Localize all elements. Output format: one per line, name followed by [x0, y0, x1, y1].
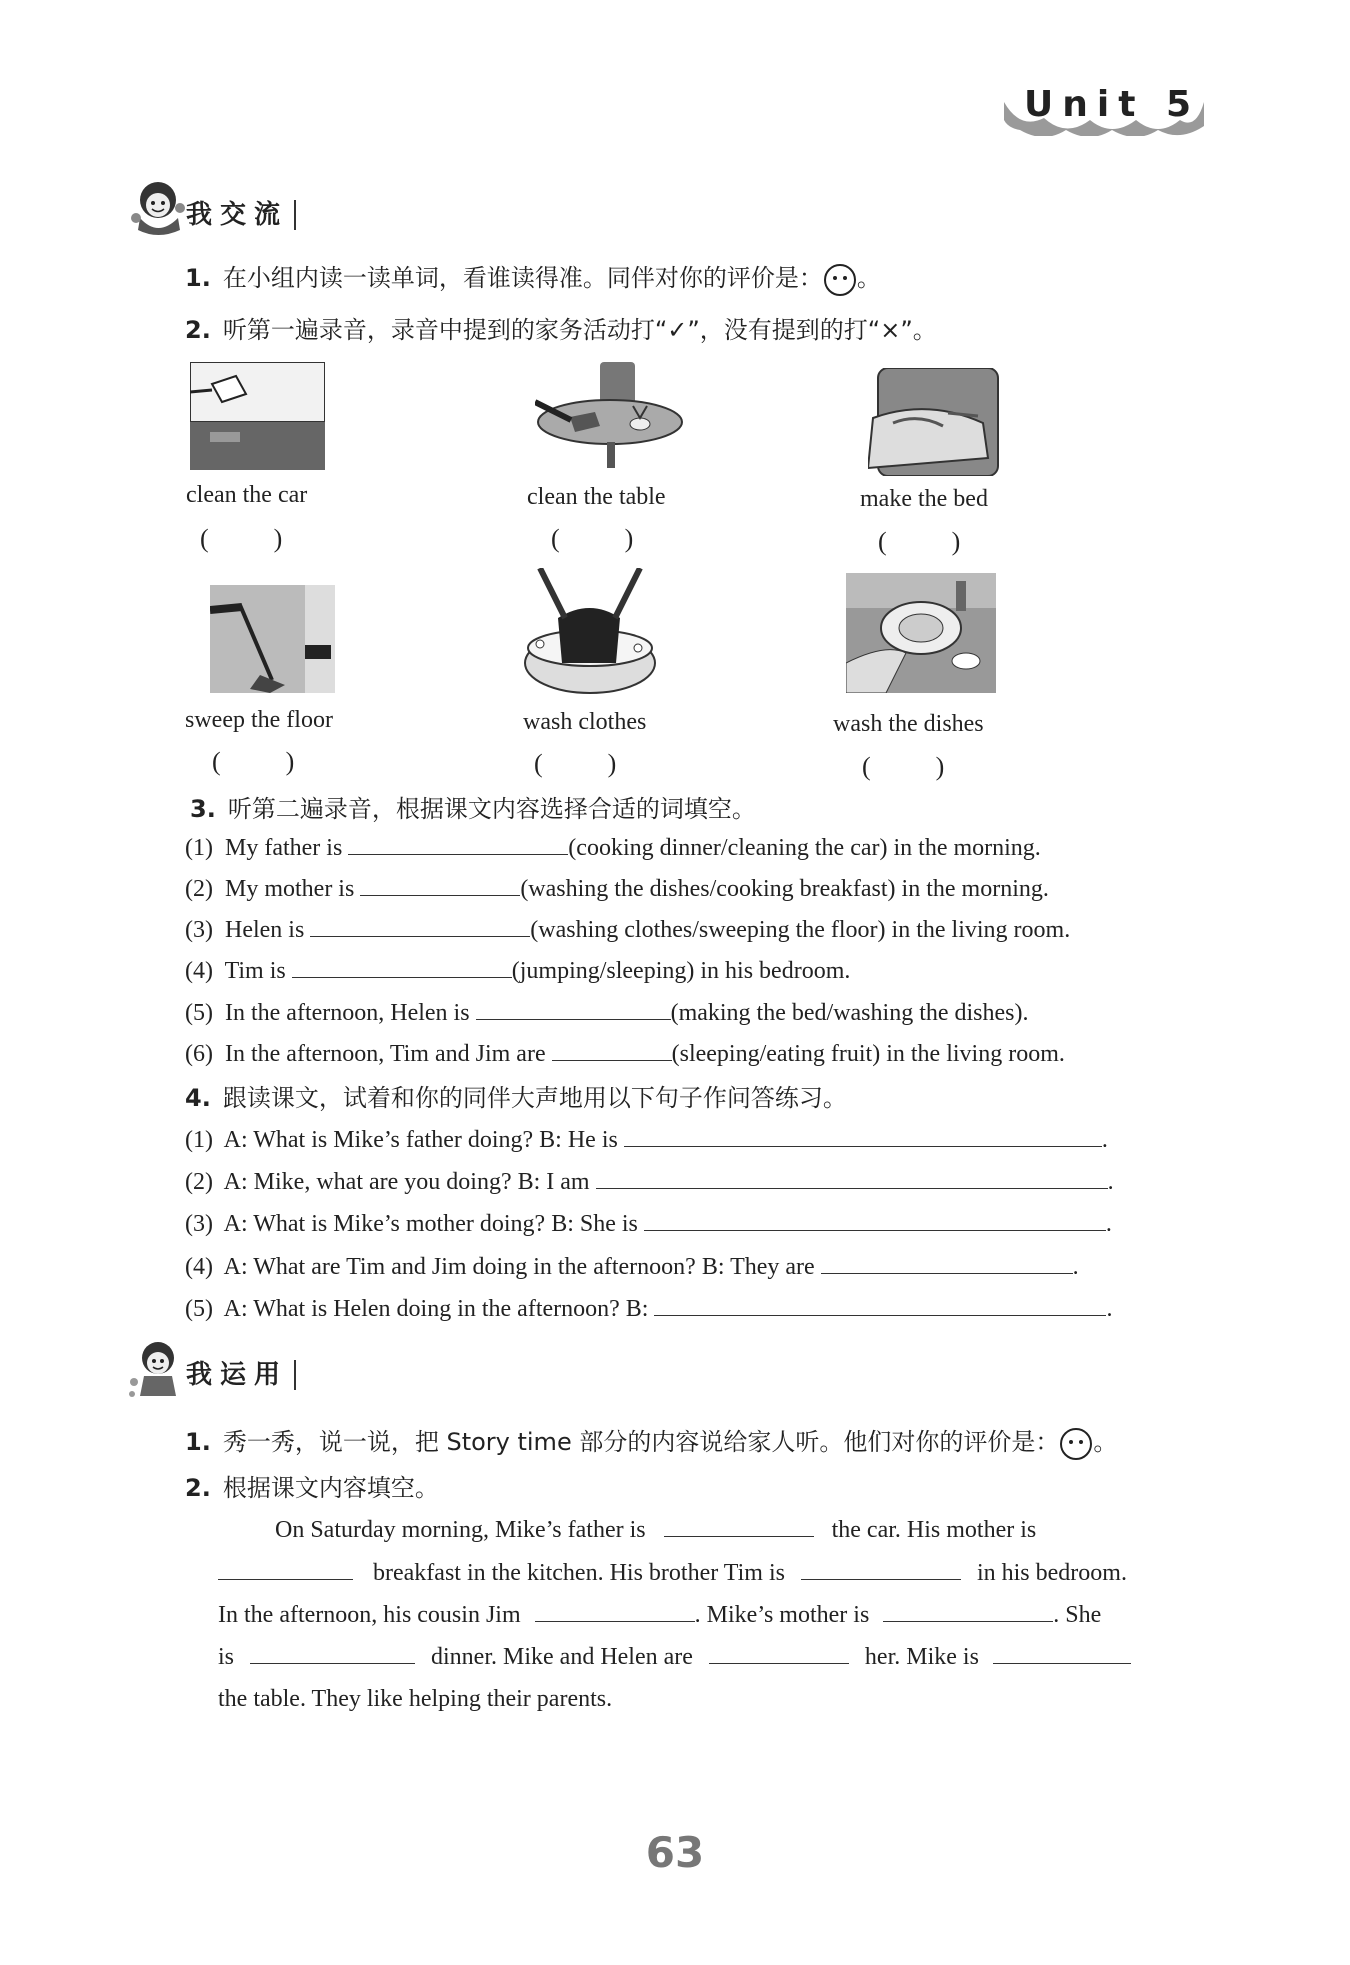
picture-label: clean the car [186, 482, 308, 508]
clean-car-picture [190, 362, 325, 470]
mascot-icon [128, 1338, 190, 1398]
smiley-face-icon [1059, 1427, 1093, 1461]
exercise-row: (6) In the afternoon, Tim and Jim are (sleeping/eating fruit) in the living room. [185, 1038, 1065, 1070]
exercise-row: (4) Tim is (jumping/sleeping) in his bedroom. [185, 955, 850, 987]
answer-blank[interactable] [709, 1641, 849, 1664]
paragraph-line: In the afternoon, his cousin Jim . Mike’s mother is . She [218, 1595, 1101, 1635]
picture-label: clean the table [527, 484, 666, 510]
dialogue-row: (4) A: What are Tim and Jim doing in the afternoon? B: They are . [185, 1251, 1079, 1283]
section-header-apply [128, 1338, 428, 1398]
instruction-1: 1. 在小组内读一读单词，看谁读得准。同伴对你的评价是： 。 [185, 262, 881, 297]
unit-badge [1000, 80, 1205, 136]
answer-blank[interactable] [250, 1641, 415, 1664]
answer-blank[interactable] [476, 997, 671, 1020]
exercise-row: (2) My mother is (washing the dishes/cooking breakfast) in the morning. [185, 873, 1049, 905]
paragraph-line: breakfast in the kitchen. His brother Tim is in his bedroom. [218, 1553, 1127, 1593]
section-title: 我运用 [186, 1360, 296, 1390]
exercise-row: (1) My father is (cooking dinner/cleaning the car) in the morning. [185, 832, 1041, 864]
page-number: 63 [645, 1828, 705, 1877]
answer-blank[interactable] [348, 832, 568, 855]
answer-blank[interactable] [654, 1293, 1106, 1316]
instruction-4: 4. 跟读课文，试着和你的同伴大声地用以下句子作问答练习。 [185, 1084, 847, 1112]
picture-label: sweep the floor [185, 707, 333, 733]
make-bed-picture [868, 368, 1003, 476]
answer-blank[interactable] [535, 1599, 695, 1622]
answer-blank[interactable] [644, 1208, 1106, 1231]
sweep-floor-picture [210, 585, 335, 693]
smiley-face-icon [823, 263, 857, 297]
answer-blank[interactable] [821, 1251, 1073, 1274]
answer-bracket[interactable]: ( ) [534, 749, 617, 778]
wash-clothes-picture [520, 568, 660, 698]
answer-bracket[interactable]: ( ) [551, 524, 634, 553]
answer-blank[interactable] [360, 873, 520, 896]
instruction-2: 2. 听第一遍录音，录音中提到的家务活动打“✓”，没有提到的打“×”。 [185, 316, 937, 344]
exercise-row: (5) In the afternoon, Helen is (making the bed/washing the dishes). [185, 997, 1029, 1029]
dialogue-row: (1) A: What is Mike’s father doing? B: He is . [185, 1124, 1108, 1156]
mascot-icon [128, 178, 190, 236]
paragraph-line: the table. They like helping their parents. [218, 1686, 613, 1712]
answer-blank[interactable] [596, 1166, 1108, 1189]
section-title: 我交流 [186, 200, 296, 230]
unit-title: Unit 5 [1024, 84, 1200, 125]
picture-label: wash the dishes [833, 711, 984, 737]
section-header-communicate [128, 178, 428, 238]
apply-instruction-2: 2. 根据课文内容填空。 [185, 1474, 439, 1502]
paragraph-line: On Saturday morning, Mike’s father is the car. His mother is [275, 1510, 1036, 1550]
answer-bracket[interactable]: ( ) [878, 527, 961, 556]
dialogue-row: (5) A: What is Helen doing in the afternoon? B: . [185, 1293, 1112, 1325]
paragraph-line: is dinner. Mike and Helen are her. Mike is [218, 1637, 1131, 1677]
answer-blank[interactable] [310, 914, 530, 937]
apply-instruction-1: 1. 秀一秀，说一说，把 Story time 部分的内容说给家人听。他们对你的评价是： 。 [185, 1426, 1117, 1461]
exercise-row: (3) Helen is (washing clothes/sweeping the floor) in the living room. [185, 914, 1070, 946]
answer-blank[interactable] [801, 1557, 961, 1580]
answer-blank[interactable] [624, 1124, 1102, 1147]
answer-bracket[interactable]: ( ) [200, 524, 283, 553]
answer-blank[interactable] [218, 1557, 353, 1580]
wash-dishes-picture [846, 573, 996, 693]
answer-bracket[interactable]: ( ) [212, 747, 295, 776]
instruction-3: 3. 听第二遍录音，根据课文内容选择合适的词填空。 [190, 795, 756, 823]
answer-blank[interactable] [292, 955, 512, 978]
answer-bracket[interactable]: ( ) [862, 752, 945, 781]
answer-blank[interactable] [552, 1038, 672, 1061]
answer-blank[interactable] [664, 1514, 814, 1537]
answer-blank[interactable] [993, 1641, 1131, 1664]
picture-label: wash clothes [523, 709, 647, 735]
clean-table-picture [535, 362, 685, 470]
answer-blank[interactable] [883, 1599, 1053, 1622]
dialogue-row: (2) A: Mike, what are you doing? B: I am . [185, 1166, 1114, 1198]
dialogue-row: (3) A: What is Mike’s mother doing? B: She is . [185, 1208, 1112, 1240]
picture-label: make the bed [860, 486, 988, 512]
